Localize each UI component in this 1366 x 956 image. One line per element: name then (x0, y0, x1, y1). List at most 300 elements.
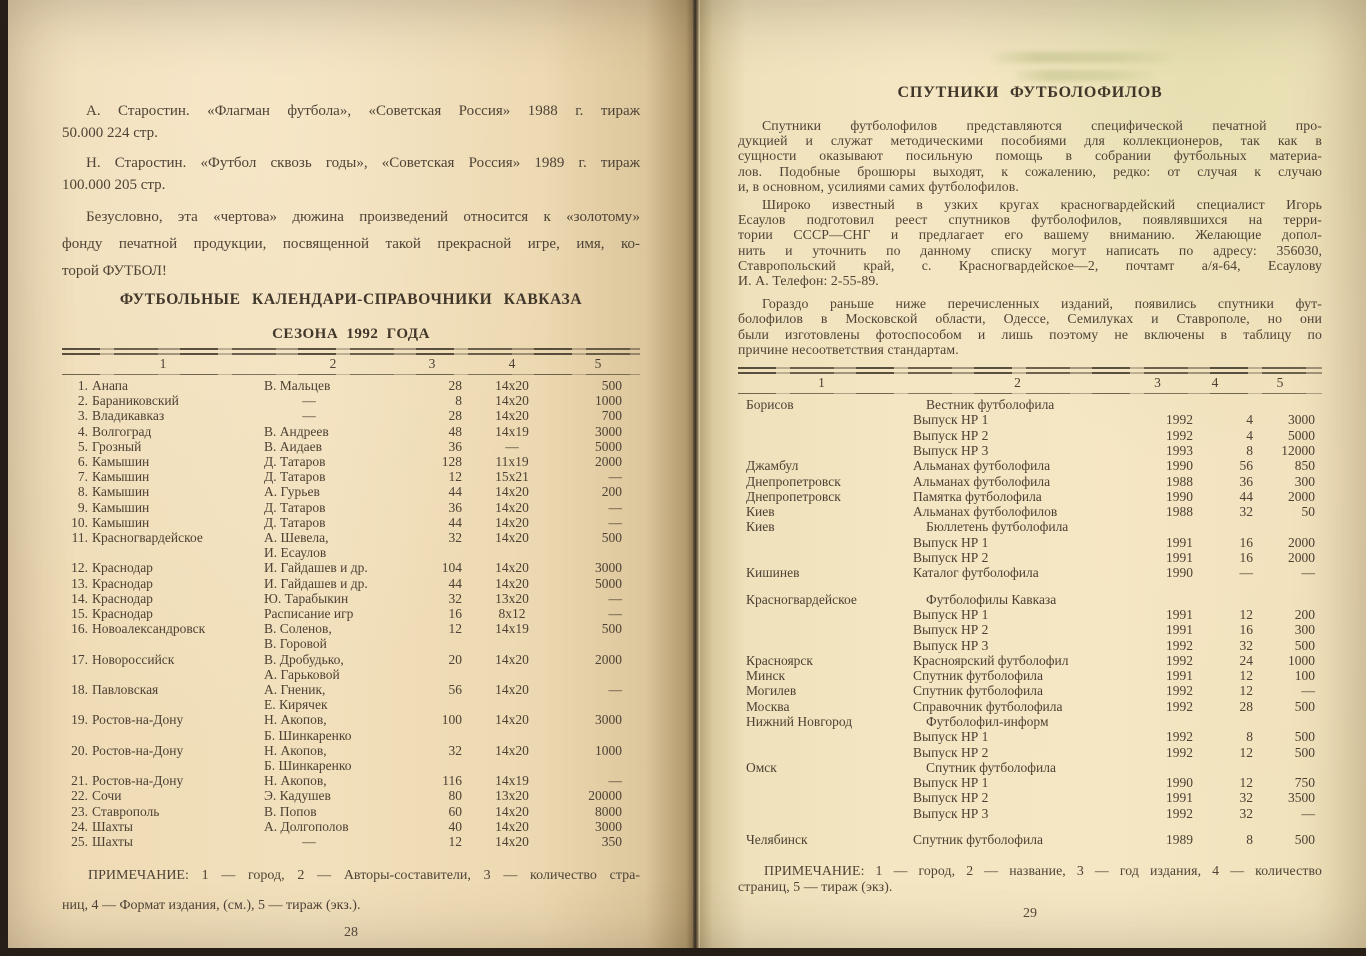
format-cell: 14x19 (495, 621, 529, 637)
year-cell: 1990 (1166, 488, 1193, 504)
tirage-cell: 2000 (1288, 488, 1315, 504)
city-cell: Камышин (92, 499, 150, 515)
text-line: причине несоответствия стандартам. (738, 341, 959, 357)
authors-cell (264, 393, 402, 408)
city-cell: Бараниковский (92, 393, 179, 409)
city-cell (746, 443, 913, 458)
city-cell: Киев (746, 504, 775, 520)
name-cell: Бюллетень футболофила (926, 519, 1069, 535)
year-cell: 1990 (1166, 565, 1193, 581)
city-cell: Камышин (92, 454, 150, 470)
tirage-cell: 12000 (1281, 442, 1315, 458)
authors-cell (264, 560, 402, 575)
pages-cell: 56 (1239, 458, 1253, 474)
column-number: 5 (1276, 375, 1284, 391)
year-cell: 1992 (1166, 652, 1193, 668)
city-cell (746, 745, 913, 760)
authors-cell (264, 576, 402, 591)
author-line: Е. Кирячек (264, 697, 328, 713)
tirage-cell: 750 (1294, 775, 1315, 791)
pages-cell: 32 (448, 590, 462, 606)
year-cell (1138, 397, 1193, 412)
author-line: Н. Акопов, (264, 712, 327, 728)
table-row (738, 489, 1322, 504)
tirage-cell: 3000 (595, 560, 622, 576)
author-line: А. Гненик, (264, 682, 326, 698)
city-cell: Могилев (746, 683, 797, 699)
pages-cell: 4 (1246, 427, 1253, 443)
page-right-content (738, 0, 1322, 922)
tirage-cell: 5000 (595, 575, 622, 591)
city-cell (746, 729, 913, 744)
table-row (62, 712, 640, 742)
tirage-cell (1253, 519, 1323, 534)
author-line: Расписание игр (264, 606, 354, 622)
year-cell (1138, 519, 1193, 534)
format-cell: 14x20 (495, 712, 529, 728)
pages-cell: 100 (441, 712, 462, 728)
authors-cell (264, 408, 402, 423)
city-cell (746, 412, 913, 427)
city-cell (746, 806, 913, 821)
author-line: А. Долгополов (264, 818, 349, 834)
pages-cell: — (1239, 565, 1253, 581)
authors-cell (264, 500, 402, 515)
pages-cell: 32 (1239, 504, 1253, 520)
column-number: 5 (594, 356, 602, 371)
table-row (62, 378, 640, 393)
name-cell: Выпуск НР 1 (913, 729, 989, 745)
text-line: ПРИМЕЧАНИЕ: 1 — город, 2 — название, 3 — год издания, 4 — количество (764, 863, 1322, 879)
table-row (62, 515, 640, 530)
pages-cell: 12 (1239, 668, 1253, 684)
format-cell: 11x19 (495, 454, 529, 470)
tirage-cell: 3500 (1288, 790, 1315, 806)
pages-cell: 40 (448, 818, 462, 834)
section-heading-line1: ФУТБОЛЬНЫЕ КАЛЕНДАРИ-СПРАВОЧНИКИ КАВКАЗА (119, 291, 583, 308)
format-cell: 14x20 (495, 834, 529, 850)
author-line: Б. Шинкаренко (264, 727, 352, 743)
text-line: ниц, 4 — Формат издания, (см.), 5 — тираж (экз.). (62, 898, 361, 914)
author-line: Ю. Тарабыкин (264, 590, 349, 606)
pages-cell (1193, 397, 1253, 412)
pages-cell: 12 (1239, 683, 1253, 699)
pages-cell: 44 (1239, 488, 1253, 504)
table-row (738, 714, 1322, 729)
city-cell: Волгоград (92, 423, 152, 439)
table-row (738, 683, 1322, 698)
tirage-cell: — (1301, 565, 1315, 581)
row-number: 4. (77, 423, 88, 439)
year-cell: 1993 (1166, 442, 1193, 458)
year-cell: 1992 (1166, 412, 1193, 428)
format-cell: 14x20 (495, 575, 529, 591)
text-line: ПРИМЕЧАНИЕ: 1 — город, 2 — Авторы-составители, 3 — количество стра- (88, 868, 640, 884)
city-cell: Нижний Новгород (746, 713, 853, 729)
author-line: В. Мальцев (264, 378, 331, 393)
tirage-cell: 850 (1294, 458, 1315, 474)
name-cell: Выпуск НР 2 (913, 622, 989, 638)
table-row (738, 745, 1322, 760)
format-cell: 13x20 (495, 788, 529, 804)
tirage-cell (1253, 760, 1323, 775)
table-row (62, 469, 640, 484)
author-line: Д. Татаров (264, 469, 326, 485)
author-line: А. Шевела, (264, 530, 329, 546)
name-cell: Альманах футболофилов (913, 504, 1058, 520)
row-number: 20. (71, 742, 88, 758)
year-cell: 1992 (1166, 744, 1193, 760)
table-row (738, 832, 1322, 847)
authors-cell (264, 591, 402, 606)
table-row (62, 500, 640, 515)
column-number: 1 (818, 375, 825, 391)
table-row (62, 773, 640, 788)
row-number: 1. (77, 378, 88, 393)
format-cell: 14x20 (495, 530, 529, 546)
table-row (62, 591, 640, 606)
table-row (738, 443, 1322, 458)
authors-cell (264, 621, 402, 651)
pages-cell: 36 (448, 499, 462, 515)
name-cell: Памятка футболофила (913, 488, 1042, 504)
year-cell: 1991 (1166, 622, 1193, 638)
city-cell: Камышин (92, 484, 150, 500)
name-cell: Выпуск НР 2 (913, 744, 989, 760)
tirage-cell: 100 (1294, 668, 1315, 684)
tirage-cell: 3000 (1288, 412, 1315, 428)
calendars-table (62, 378, 640, 849)
tirage-cell: 500 (601, 621, 622, 637)
city-cell: Омск (746, 759, 777, 775)
pages-cell: 8 (1246, 832, 1253, 848)
table-row (62, 682, 640, 712)
row-number: 18. (71, 682, 88, 698)
text-line: лов. Подобные брошюры выходят, к сожалению, редко: от случая к случаю (738, 163, 1322, 179)
table-row (62, 819, 640, 834)
author-line: А. Гурьев (264, 484, 320, 500)
authors-cell (264, 469, 402, 484)
table-row (738, 775, 1322, 790)
city-cell (746, 790, 913, 805)
row-number: 24. (71, 818, 88, 834)
tirage-cell: 500 (1294, 832, 1315, 848)
table-row (738, 622, 1322, 637)
text-line: Ставропольский край, с. Красногвардейское—2, почтамт а/я-64, Есаулову (738, 257, 1322, 273)
tirage-cell: — (608, 606, 622, 622)
tirage-cell (1253, 714, 1323, 729)
column-number: 4 (1211, 375, 1219, 391)
name-cell: Выпуск НР 2 (913, 550, 989, 566)
page-number-right: 29 (1023, 905, 1037, 921)
name-cell: Спутник футболофила (913, 668, 1043, 684)
name-cell: Справочник футболофила (913, 698, 1063, 714)
table-header-right (738, 367, 1322, 394)
pages-cell: 16 (1239, 534, 1253, 550)
city-cell (746, 550, 913, 565)
tirage-cell: — (608, 499, 622, 515)
city-cell: Красногвардейское (746, 591, 857, 607)
table-row (738, 790, 1322, 805)
year-cell: 1992 (1166, 805, 1193, 821)
paragraph-esaulov (738, 197, 1322, 288)
row-number: 23. (71, 803, 88, 819)
name-cell: Спутник футболофила (913, 832, 1043, 848)
name-cell: Футболофил-информ (926, 713, 1049, 729)
column-number: 2 (1014, 375, 1021, 391)
table-row (738, 550, 1322, 565)
city-cell: Павловская (92, 682, 159, 698)
tirage-cell: 20000 (588, 788, 622, 804)
table-row (738, 668, 1322, 683)
author-line: В. Аидаев (264, 438, 322, 454)
table-row (62, 576, 640, 591)
text-line: Спутники футболофилов представляются специфической печатной про- (762, 118, 1322, 133)
column-number: 3 (1154, 375, 1161, 391)
text-line: тории СССР—СНГ и предлагает его вашему вниманию. Желающие допол- (738, 227, 1322, 243)
authors-cell (264, 804, 402, 819)
authors-cell (264, 682, 402, 712)
year-cell (1138, 760, 1193, 775)
city-cell: Киев (746, 519, 775, 535)
tirage-cell: 500 (1294, 698, 1315, 714)
footnote-right (738, 863, 1322, 893)
format-cell: 14x20 (495, 560, 529, 576)
year-cell: 1991 (1166, 606, 1193, 622)
table-row (62, 804, 640, 819)
name-cell: Выпуск НР 3 (913, 637, 989, 653)
authors-cell (264, 484, 402, 499)
name-cell: Каталог футболофила (913, 565, 1039, 581)
city-cell: Камышин (92, 514, 150, 530)
table-row (62, 606, 640, 621)
city-cell: Сочи (92, 788, 122, 804)
author-line: И. Гайдашев и др. (264, 560, 368, 576)
format-cell: 14x20 (495, 803, 529, 819)
pages-cell: 12 (448, 834, 462, 850)
row-number: 12. (71, 560, 88, 576)
text-line: страниц, 5 — тираж (экз). (738, 878, 893, 894)
table-row (62, 424, 640, 439)
city-cell: Красногвардейское (92, 530, 203, 546)
year-cell: 1991 (1166, 668, 1193, 684)
pages-cell: 104 (441, 560, 462, 576)
text-line: 100.000 205 стр. (62, 177, 166, 193)
tirage-cell: 700 (601, 408, 622, 424)
pages-cell: 36 (448, 438, 462, 454)
pages-cell: 60 (448, 803, 462, 819)
author-line: И. Гайдашев и др. (264, 575, 368, 591)
format-cell: 14x20 (495, 682, 529, 698)
paragraph-earlier-editions (738, 296, 1322, 357)
section-heading-line2: СЕЗОНА 1992 ГОДА (272, 326, 430, 342)
sputniki-table (738, 397, 1322, 847)
tirage-cell: 2000 (595, 651, 622, 667)
tirage-cell: — (608, 590, 622, 606)
format-cell: 14x20 (495, 408, 529, 424)
table-row (62, 788, 640, 803)
name-cell: Вестник футболофила (926, 397, 1055, 413)
authors-cell (264, 439, 402, 454)
column-numbers (738, 374, 1322, 393)
year-cell: 1990 (1166, 775, 1193, 791)
author-line: Д. Татаров (264, 499, 326, 515)
table-row (738, 519, 1322, 534)
author-line: В. Андреев (264, 423, 329, 439)
city-cell: Кишинев (746, 565, 800, 581)
tirage-cell: 350 (601, 834, 622, 850)
tirage-cell: 3000 (595, 818, 622, 834)
row-number: 6. (77, 454, 88, 470)
format-cell: 15x21 (495, 469, 529, 485)
table-row (62, 454, 640, 469)
city-cell: Ставрополь (92, 803, 160, 819)
name-cell: Спутник футболофила (913, 683, 1043, 699)
pages-cell: 32 (448, 742, 462, 758)
tirage-cell: — (608, 514, 622, 530)
table-row (738, 397, 1322, 412)
tirage-cell: 200 (601, 484, 622, 500)
city-cell: Красноярск (746, 652, 813, 668)
table-row (62, 621, 640, 651)
pages-cell: 12 (448, 621, 462, 637)
tirage-cell: 300 (1294, 622, 1315, 638)
rule-line (62, 348, 640, 350)
pages-cell: 128 (441, 454, 462, 470)
format-cell: — (505, 438, 519, 454)
paragraph-intro (738, 118, 1322, 194)
author-line: Э. Кадушев (264, 788, 331, 804)
year-cell: 1992 (1166, 698, 1193, 714)
paragraph-conclusion (62, 204, 640, 285)
pages-cell: 28 (448, 378, 462, 393)
city-cell: Борисов (746, 397, 794, 413)
format-cell: 14x20 (495, 499, 529, 515)
table-header-left (62, 348, 640, 375)
text-line: были изготовлены фотоспособом и лишь поэтому не включены в таблицу по (738, 326, 1322, 342)
paragraph-starostin-n (62, 152, 640, 196)
name-cell: Выпуск НР 1 (913, 412, 989, 428)
author-line: — (302, 408, 316, 424)
pages-cell: 16 (1239, 550, 1253, 566)
name-cell: Выпуск НР 3 (913, 805, 989, 821)
year-cell: 1989 (1166, 832, 1193, 848)
page-left-content (62, 0, 640, 941)
authors-cell (264, 606, 402, 621)
table-row (62, 560, 640, 575)
city-cell (746, 638, 913, 653)
year-cell: 1992 (1166, 637, 1193, 653)
table-row (738, 458, 1322, 473)
paragraph-starostin-a (62, 100, 640, 144)
text-line: Н. Старостин. «Футбол сквозь годы», «Советская Россия» 1989 г. тираж (86, 155, 640, 171)
rule-line (738, 367, 1322, 369)
tirage-cell: 500 (601, 378, 622, 393)
row-number: 11. (71, 530, 88, 546)
name-cell: Выпуск НР 3 (913, 442, 989, 458)
column-number: 3 (428, 356, 436, 371)
text-line: торой ФУТБОЛ! (62, 263, 167, 279)
authors-cell (264, 530, 402, 560)
city-cell (746, 775, 913, 790)
year-cell (1138, 592, 1193, 607)
table-row (62, 743, 640, 773)
row-number: 17. (71, 651, 88, 667)
authors-cell (264, 652, 402, 682)
author-line: В. Дробудько, (264, 651, 344, 667)
authors-cell (264, 424, 402, 439)
pages-cell: 32 (1239, 805, 1253, 821)
pages-cell: 32 (1239, 637, 1253, 653)
text-line: дукцией и служат методическими пособиями для коллекционеров, так как в (738, 133, 1322, 149)
tirage-cell: — (1301, 683, 1315, 699)
pages-cell (1193, 592, 1253, 607)
city-cell: Краснодар (92, 560, 153, 576)
row-number: 2. (77, 393, 88, 409)
table-row (738, 653, 1322, 668)
pages-cell: 12 (448, 469, 462, 485)
year-cell: 1988 (1166, 504, 1193, 520)
format-cell: 8x12 (498, 606, 526, 622)
row-number: 3. (77, 408, 88, 424)
name-cell: Выпуск НР 1 (913, 775, 989, 791)
book-gutter (693, 0, 700, 948)
table-row (738, 504, 1322, 519)
text-line: Широко известный в узких кругах красногвардейский специалист Игорь (762, 197, 1322, 213)
table-row (62, 439, 640, 454)
pages-cell: 116 (442, 773, 462, 789)
pages-cell: 20 (448, 651, 462, 667)
pages-cell: 28 (448, 408, 462, 424)
tirage-cell: — (608, 682, 622, 698)
page-number-left: 28 (344, 925, 358, 941)
name-cell: Красноярский футболофил (913, 652, 1069, 668)
tirage-cell: 3000 (595, 712, 622, 728)
city-cell: Камышин (92, 469, 150, 485)
author-line: А. Гарьковой (264, 666, 340, 682)
year-cell: 1992 (1166, 729, 1193, 745)
table-row (62, 652, 640, 682)
row-number: 14. (71, 590, 88, 606)
pages-cell: 12 (1239, 606, 1253, 622)
format-cell: 14x20 (495, 393, 529, 409)
author-line: Н. Акопов, (264, 773, 327, 789)
city-cell: Москва (746, 698, 790, 714)
tirage-cell: — (608, 469, 622, 485)
city-cell: Краснодар (92, 575, 153, 591)
tirage-cell: — (1301, 805, 1315, 821)
authors-cell (264, 819, 402, 834)
pages-cell: 80 (448, 788, 462, 804)
name-cell: Выпуск НР 2 (913, 427, 989, 443)
format-cell: 14x20 (495, 818, 529, 834)
pages-cell: 4 (1246, 412, 1253, 428)
page-right (700, 0, 1366, 948)
column-number: 4 (508, 356, 516, 371)
pages-cell (1193, 760, 1253, 775)
pages-cell: 12 (1239, 744, 1253, 760)
row-number: 19. (71, 712, 88, 728)
pages-cell: 12 (1239, 775, 1253, 791)
rule-line (62, 374, 640, 375)
chapter-title: СПУТНИКИ ФУТБОЛОФИЛОВ (897, 84, 1163, 101)
tirage-cell: 200 (1294, 606, 1315, 622)
tirage-cell: 3000 (595, 423, 622, 439)
city-cell (746, 428, 913, 443)
city-cell: Новороссийск (92, 651, 175, 667)
table-row (738, 535, 1322, 550)
city-cell: Грозный (92, 438, 142, 454)
